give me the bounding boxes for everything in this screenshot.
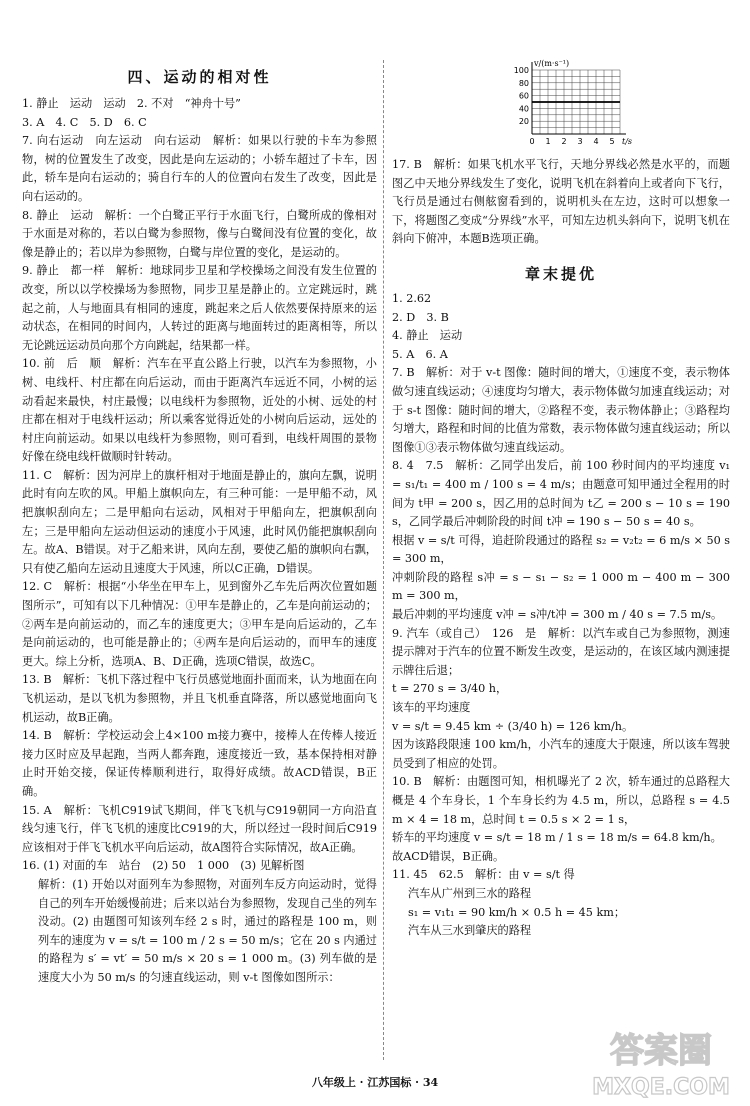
review-answer-9: 9. 汽车（或自己） 126 是 解析：以汽车或自己为参照物，测速提示牌对于汽车的位置不断发生改变，是运动的，在该区域内测速提示牌往后退； (392, 626, 730, 677)
x-tick-label: 3 (577, 137, 583, 146)
review-answer-9-time: t = 270 s = 3/40 h， (392, 682, 508, 696)
review-answer-8-step2: 根据 v = s/t 可得，追赶阶段通过的路程 s₂ = v₂t₂ = 6 m/s × 50 s = 300 m， (392, 533, 730, 566)
answer-15: 15. A 解析：飞机C919试飞期间，伴飞飞机与C919朝同一方向沿直线匀速飞行，伴飞飞机的速度比C919的大，所以经过一段时间后C919应该相对于伴飞飞机水平向后运动，故A图符合实际情况，故A正确。 (22, 803, 377, 854)
y-tick-label: 60 (518, 91, 529, 101)
answer-14: 14. B 解析：学校运动会上4×100 m接力赛中，接棒人在传棒人接近接力区时应及早起跑，当两人都奔跑，速度接近一致，基本保持相对静止时开始交接，保证传棒顺利进行，取得好成绩。故ACD错误，B正确。 (22, 729, 377, 798)
review-answer-4: 4. 静止 运动 (392, 329, 463, 343)
review-answer-8-step3: 冲刺阶段的路程 s冲 = s − s₁ − s₂ = 1 000 m − 400 m − 300 m = 300 m， (392, 570, 730, 603)
review-answer-10-speed: 轿车的平均速度 v = s/t = 18 m / 1 s = 18 m/s = 64.8 km/h。 (392, 831, 722, 845)
y-tick-label: 40 (518, 104, 529, 114)
watermark-logo (586, 1020, 736, 1102)
y-axis-label: v/(m·s⁻¹) (534, 59, 570, 68)
answer-11: 11. C 解析：因为河岸上的旗杆相对于地面是静止的，旗向左飘，说明此时有向左吹的风。甲船上旗帜向左，有三种可能：一是甲船不动，风把旗帜刮向左；二是甲船向右运动，风相对于甲船向左，把旗帜刮向左；三是甲船向左运动但运动的速度小于风速，此时风仍能把旗帜刮向左。故A、B错误。对于乙船来讲，风向左刮，要使乙船的旗帜向右飘，只有使乙船向左运动且速度大于风速，所以C正确，D错误。 (22, 468, 377, 575)
watermark-line1: 答案圈 (610, 1031, 712, 1071)
column-divider (383, 60, 384, 1060)
review-answer-10-conclusion: 故ACD错误，B正确。 (392, 849, 505, 863)
x-tick-label: 4 (593, 137, 599, 146)
answer-7: 7. 向右运动 向左运动 向右运动 解析：如果以行驶的卡车为参照物，树的位置发生了改变，因此是向左运动的；小轿车超过了卡车，因此，轿车是向右运动的；骑自行车的人的位置向右发生了改变，因此是向右运动的。 (22, 134, 377, 203)
x-tick-label: 2 (561, 137, 567, 146)
x-tick-label: 1 (545, 137, 551, 146)
review-answer-9-conclusion: 因为该路段限速 100 km/h，小汽车的速度大于限速，所以该车驾驶员受到了相应的处罚。 (392, 738, 730, 770)
review-answer-2: 2. D 3. B (392, 310, 449, 324)
review-answer-8: 8. 4 7.5 解析：乙同学出发后，前 100 秒时间内的平均速度 v₁ = s₁/t₁ = 400 m / 100 s = 4 m/s；由题意可知甲通过全程用的时间为 t甲 = 200 s，因乙用的总时间为 t乙 = 200 s − 10 s = 190 s，乙同学最后冲刺阶段的时间 t冲 = 190 s − 50 s = 40 s。 (392, 459, 730, 529)
review-answer-7: 7. B 解析：对于 v-t 图像：随时间的增大，①速度不变，表示物体做匀速直线运动；④速度均匀增大，表示物体做匀加速直线运动；对于 s-t 图像：随时间的增大，②路程不变，表示物体静止；③路程均匀增大，路程和时间的比值为常数，表示物体做匀速直线运动；所以图像①③表示物体做匀速直线运动。 (392, 366, 730, 454)
answer-16-explanation: 解析：(1) 开始以对面列车为参照物，对面列车反方向运动时，觉得自己的列车开始缓慢前进；后来以站台为参照物，发现自己坐的列车没动。(2) 由题图可知该列车经 2 s 时，通过的路程是 100 m，则列车的速度为 v = s/t = 100 m / 2 s = 50 m/s；它在 20 s 内通过的路程为 s′ = vt′ = 50 m/s × 20 s = 1 000 m。(3) 列车做的是速度大小为 50 m/s 的匀速直线运动，则 v-t 图像如图所示： (38, 877, 377, 984)
section-title-relative-motion: 四、运动的相对性 (127, 68, 272, 86)
review-answer-11: 11. 45 62.5 解析：由 v = s/t 得 (392, 868, 575, 882)
answer-1: 1. 静止 运动 运动 2. 不对 “神舟十号” (22, 97, 241, 110)
y-tick-label: 100 (513, 66, 529, 75)
y-tick-label: 20 (518, 117, 529, 127)
answer-16: 16. (1) 对面的车 站台 (2) 50 1 000 (3) 见解析图 (22, 859, 305, 873)
answer-9: 9. 静止 都一样 解析：地球同步卫星和学校操场之间没有发生位置的改变，所以以学校操场为参照物，同步卫星是静止的。立定跳远时，跳起之前，人与地面具有相同的速度，跳起来之后人依然要保持原来的运动状态，在相同的时间内，人转过的距离与地面转过的距离相等，所以无论跳远运动员向那个方向跳起，结果都一样。 (22, 264, 377, 352)
review-answer-5: 5. A 6. A (392, 347, 448, 361)
review-answer-9-label: 该车的平均速度 (392, 701, 471, 715)
answer-3: 3. A 4. C 5. D 6. C (22, 115, 147, 129)
x-tick-label: 0 (529, 137, 535, 146)
answer-12: 12. C 解析：根据“小华坐在甲车上，见到窗外乙车先后两次位置如题图所示”，可知有以下几种情况：①甲车是静止的，乙车是向前运动的；②两车是向前运动的，而乙车的速度更大；③甲车是向后运动的，乙车是向前运动的，也可能是静止的；④两车是向后运动的，而甲车的速度更大。综上分析，选项A、B、D正确，选项C错误，故选C。 (22, 580, 377, 668)
review-answer-11-label2: 汽车从三水到肇庆的路程 (408, 924, 532, 938)
left-column (22, 66, 377, 988)
page-footer: 八年级上 · 江苏国标 · 34 (311, 1076, 439, 1089)
answer-8: 8. 静止 运动 解析：一个白鹭正平行于水面飞行，白鹭所成的像相对于水面是对称的，若以白鹭为参照物，像与白鹭间没有位置的变化，故像是静止的；若以岸为参照物，白鹭与岸位置的变化，是运动的。 (22, 208, 377, 259)
watermark-line2: MXQE.COM (592, 1075, 730, 1100)
x-tick-label: 5 (609, 137, 615, 146)
review-answer-11-label1: 汽车从广州到三水的路程 (408, 886, 532, 900)
review-answer-1: 1. 2.62 (392, 291, 432, 305)
answer-13: 13. B 解析：飞机下落过程中飞行员感觉地面扑面而来，认为地面在向飞机运动，是以飞机为参照物，并且飞机垂直降落，所以感觉地面向飞机运动，故B正确。 (22, 673, 377, 724)
review-answer-11-calc1: s₁ = v₁t₁ = 90 km/h × 0.5 h = 45 km； (408, 905, 626, 919)
answer-10: 10. 前 后 顺 解析：汽车在平直公路上行驶，以汽车为参照物，小树、电线杆、村庄都在向后运动，而由于距离汽车远近不同，小树的运动看起来最快，村庄最慢；以电线杆为参照物，近处的小树、远处的村庄都在相对于电线杆运动；所以乘客觉得近处的小树向后运动，远处的村庄向前运动。如果以电线杆为参照物，则可看到，电线杆周围的景物好像在绕电线杆做顺时针转动。 (22, 357, 377, 464)
review-answer-10: 10. B 解析：由题图可知，相机曝光了 2 次，轿车通过的总路程大概是 4 个车身长，1 个车身长约为 4.5 m，所以，总路程 s = 4.5 m × 4 = 18 m，总时间 t = 0.5 s × 2 = 1 s， (392, 775, 730, 826)
answer-17: 17. B 解析：如果飞机水平飞行，天地分界线必然是水平的，而题图乙中天地分界线发生了变化，说明飞机在斜着向上或者向下飞行，飞行员是通过右侧舷窗看到的，说明机头在左边，这时可以想象一下，将题图乙变成“分界线”水平，可知左边机头斜向下，说明飞机在斜向下俯冲，本题B选项正确。 (392, 158, 730, 246)
review-answer-8-step4: 最后冲刺的平均速度 v冲 = s冲/t冲 = 300 m / 40 s = 7.5 m/s。 (392, 608, 723, 622)
section-title-chapter-review: 章末提优 (524, 264, 597, 283)
review-answer-9-speed: v = s/t = 9.45 km ÷ (3/40 h) = 126 km/h。 (392, 719, 634, 733)
vt-graph (510, 58, 633, 150)
x-axis-label: t/s (622, 137, 633, 146)
y-tick-label: 80 (518, 78, 529, 88)
